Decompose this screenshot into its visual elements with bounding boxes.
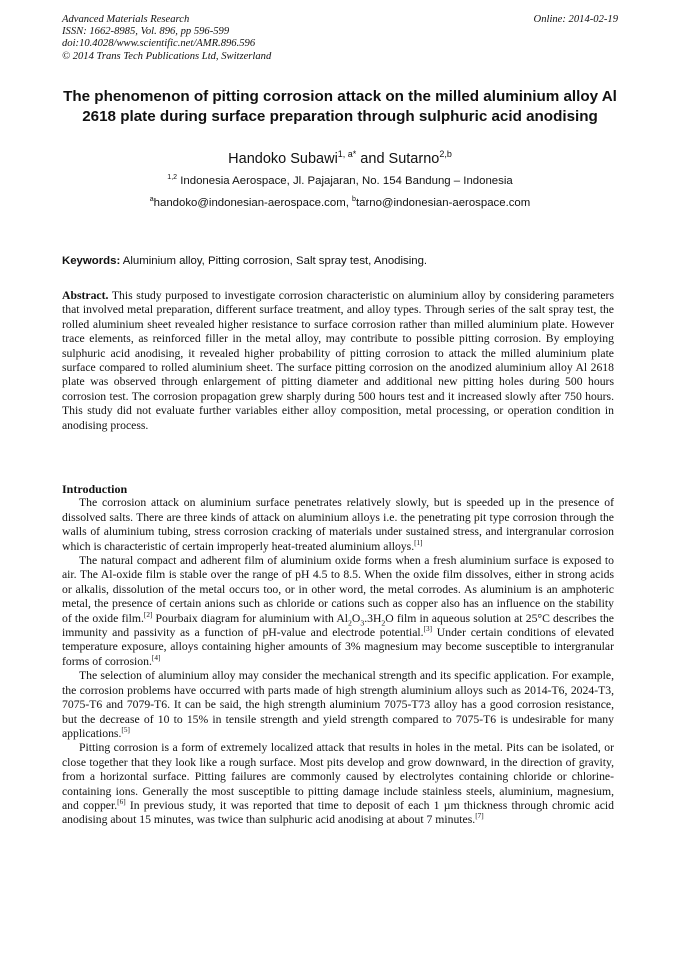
journal-name: Advanced Materials Research bbox=[62, 14, 190, 25]
author-name: Sutarno bbox=[388, 151, 440, 167]
issn-line: ISSN: 1662-8985, Vol. 896, pp 596-599 bbox=[62, 26, 230, 38]
subscript: 2 bbox=[348, 617, 352, 627]
paragraph-text: In previous study, it was reported that time to deposit of each 1 µm thickness through chromic acid anodising about 15 minutes, was twice than sulphuric acid anodising at about 7 minutes. bbox=[62, 798, 614, 827]
copyright-line: © 2014 Trans Tech Publications Ltd, Switzerland bbox=[62, 50, 272, 62]
keywords-line bbox=[62, 254, 618, 268]
body-paragraph bbox=[62, 554, 614, 669]
abstract-paragraph bbox=[62, 289, 614, 433]
email-address: handoko@indonesian-aerospace.com, bbox=[153, 197, 353, 209]
email-line bbox=[62, 196, 618, 210]
citation-ref: [1] bbox=[414, 538, 423, 547]
affiliation-superscript: 1,2 bbox=[167, 174, 178, 182]
body-paragraph bbox=[62, 496, 614, 554]
paper-title: The phenomenon of pitting corrosion attack on the milled aluminium alloy Al 2618 plate during surface preparation through sulphuric acid anodising bbox=[63, 88, 617, 125]
citation-ref: [7] bbox=[475, 812, 484, 821]
citation-ref: [5] bbox=[121, 726, 130, 735]
paragraph-text: The selection of aluminium alloy may consider the mechanical strength and its specific application. For example, the corrosion problems have occurred with parts made of high strength aluminium alloys such as 2014-T6, 2024-T3, 7075-T6 and 7079-T6. It can be said, the high strength aluminium 7075-T73 alloy has a good corrosion resistance, but the decrease of 10 to 15% in tensile strength and yield strength compared to 7075-T6 is undesirable for many applications. bbox=[62, 669, 614, 740]
citation-ref: [6] bbox=[117, 798, 126, 807]
keywords-label: Keywords: bbox=[62, 255, 121, 267]
author-conjunction: and bbox=[356, 151, 389, 167]
body-paragraph bbox=[62, 741, 614, 827]
paragraph-text: O bbox=[351, 611, 361, 625]
email-superscript: b bbox=[352, 196, 356, 204]
doi-line: doi:10.4028/www.scientific.net/AMR.896.596 bbox=[62, 38, 256, 50]
paragraph-text: Pourbaix diagram for aluminium with Al bbox=[152, 611, 349, 625]
paragraph-text: Pitting corrosion is a form of extremely localized attack that results in holes in the metal. Pits can be isolated, or close together that they look like a rough surface. Most pits develop and grow downward, in the direction of gravity, from a horizontal surface. Pitting failures are commonly caused by electrolytes containing chloride or chlorine-containing ions. Generally the most susceptible to pitting damage include stainless steels, aluminium, magnesium, and copper. bbox=[62, 741, 614, 812]
author-superscript: 2,b bbox=[439, 149, 452, 160]
section-heading: Introduction bbox=[62, 482, 128, 496]
keywords-text: Aluminium alloy, Pitting corrosion, Salt spray test, Anodising. bbox=[120, 255, 428, 267]
paragraph-text: The corrosion attack on aluminium surface penetrates relatively slowly, but is speeded up in the presence of dissolved salts. There are three kinds of attack on aluminium alloys i.e. the penetrating pit type corrosion through the walls of aluminium tubing, stress corrosion cracking of materials under sustained stress, and intergranular corrosion which is characteristic of certain improperly heat-treated aluminium alloys. bbox=[62, 496, 614, 553]
paragraph-text: O film in aqueous solution at 25°C describes the immunity and passivity as a function of pH-value and electrode potential. bbox=[62, 611, 614, 640]
email-address: tarno@indonesian-aerospace.com bbox=[355, 197, 531, 209]
subscript: 2 bbox=[381, 617, 386, 627]
online-date: Online: 2014-02-19 bbox=[533, 14, 618, 25]
paragraph-text: The natural compact and adherent film of aluminium oxide forms when a fresh aluminium surface is exposed to air. The Al-oxide film is stable over the range of pH 4.5 to 8.5. When the oxide film dissolves, either in strong acids or alkalis, dissolution of the metal occurs too, or in other word, the metal corrodes. As aluminium is an amphoteric metal, the presence of certain anions such as chloride or cations such as copper also has an influence on the stability of the oxide film. bbox=[62, 554, 614, 625]
abstract-text: This study purposed to investigate corrosion characteristic on aluminium alloy by considering parameters that involved metal preparation, different surface treatment, and alloy types. Through series of the salt spray test, the rolled aluminium sheet revealed higher resistance to surface corrosion rather than milled aluminium plate. However trace elements, as reinforced filler in the metal alloy, may contribute to possible pitting corrosion. By employing sulphuric acid anodising, it revealed higher probability of pitting corrosion to attack the milled aluminium plate surface compared to rolled aluminium sheet. The surface pitting corrosion on the anodized aluminium alloy Al 2618 plate was observed through enlargement of pitting diameter and additional new pitting holes during 500 hours corrosion test. The corrosion propagation grew sharply during 500 hours test and it increased slowly after 750 hours. This study did not evaluate further variables either alloy composition, metal processing, or operation condition in anodising process. bbox=[62, 289, 614, 432]
abstract-label: Abstract. bbox=[62, 289, 109, 302]
paragraph-text: .3H bbox=[364, 611, 382, 625]
affiliation-line bbox=[62, 174, 618, 188]
paragraph-text: Under certain conditions of elevated temperature exposure, alloys containing higher amounts of 3% magnesium may become susceptible to intergranular forms of corrosion. bbox=[62, 626, 614, 668]
author-name: Handoko Subawi bbox=[228, 151, 338, 167]
subscript: 3 bbox=[360, 617, 365, 627]
author-superscript: 1, a* bbox=[337, 149, 357, 160]
body-paragraph bbox=[62, 669, 614, 741]
citation-ref: [4] bbox=[151, 653, 161, 662]
affiliation-text: Indonesia Aerospace, Jl. Pajajaran, No. 154 Bandung – Indonesia bbox=[177, 175, 513, 187]
citation-ref: [3] bbox=[423, 625, 433, 634]
citation-ref: [2] bbox=[143, 610, 153, 619]
email-superscript: a bbox=[149, 196, 154, 204]
author-line bbox=[62, 150, 618, 168]
introduction-section bbox=[62, 482, 614, 828]
abstract-section bbox=[62, 289, 614, 433]
journal-header bbox=[62, 14, 618, 63]
